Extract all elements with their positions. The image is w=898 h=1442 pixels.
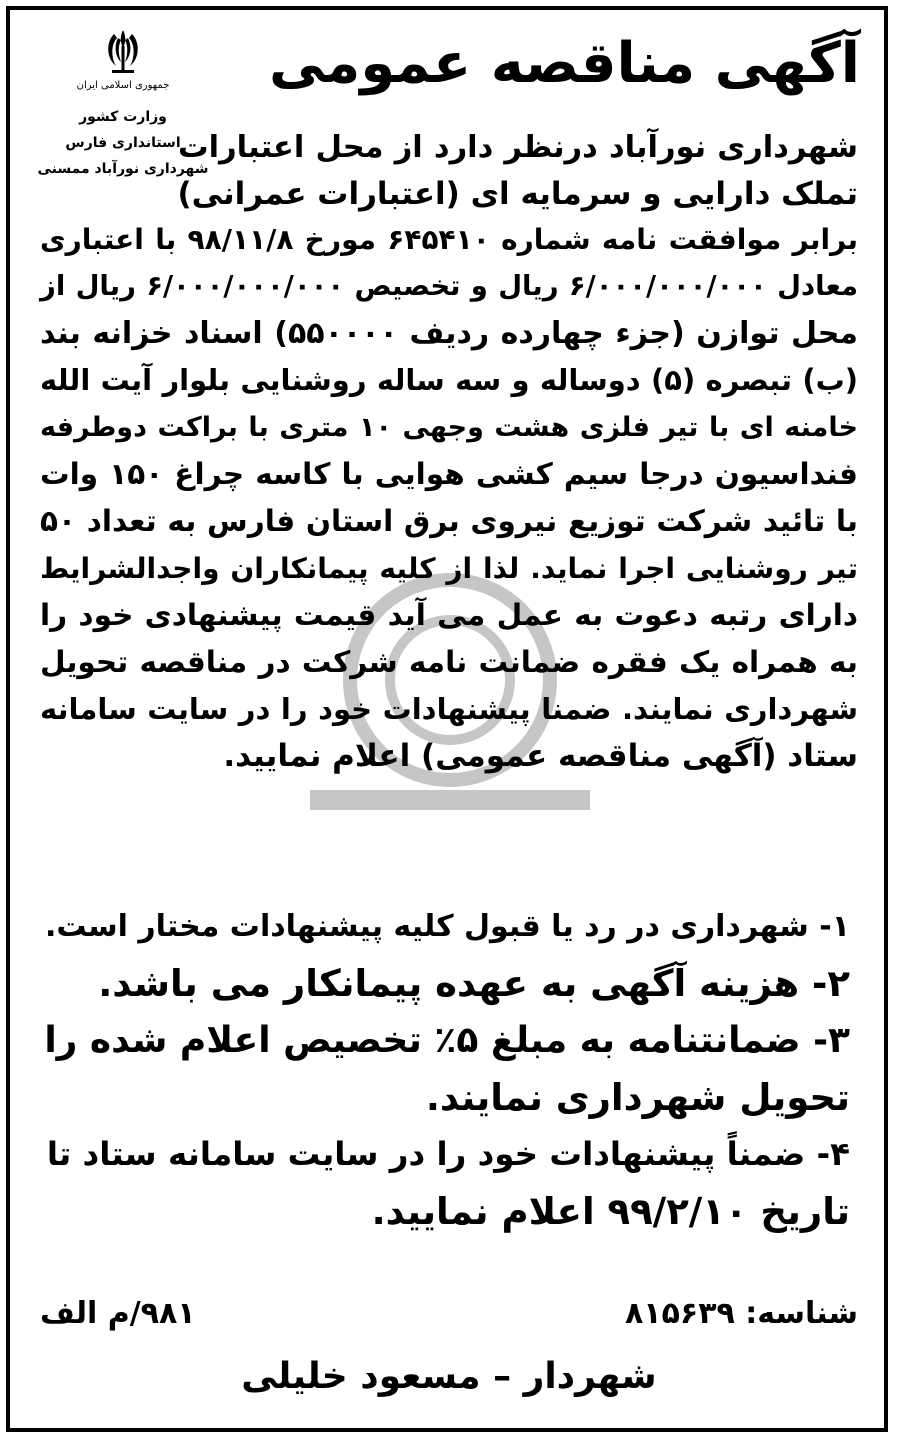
main-paragraph (40, 216, 858, 780)
paragraph-line: (ب) تبصره (۵) دوساله و سه ساله روشنایی بلوار آیت الله (40, 363, 859, 397)
paragraph-line: به همراه یک فقره ضمانت نامه شرکت در مناقصه تحویل (40, 645, 858, 679)
intro-line: تملک دارایی و سرمایه ای (اعتبارات عمرانی) (177, 176, 858, 212)
paragraph-line: برابر موافقت نامه شماره ۶۴۵۴۱۰ مورخ ۹۸/۱۱/۸ با اعتباری (40, 223, 858, 256)
municipality-name: شهرداری نورآباد ممسنی (37, 161, 209, 177)
notice-title: آگهی مناقصه عمومی (269, 31, 860, 96)
paragraph-line: معادل ۶/۰۰۰/۰۰۰/۰۰۰ ریال و تخصیص ۶/۰۰۰/۰۰۰/۰۰۰ ریال از (40, 270, 858, 302)
paragraph-line: دارای رتبه دعوت به عمل می آید قیمت پیشنهادی خود را (40, 598, 858, 632)
paragraph-line: فنداسیون درجا سیم کشی هوایی با کاسه چراغ ۱۵۰ وات (40, 457, 858, 491)
paragraph-line: ستاد (آگهی مناقصه عمومی) اعلام نمایید. (223, 738, 858, 774)
condition-item: ۱- شهرداری در رد یا قبول کلیه پیشنهادات مختار است. (45, 909, 850, 944)
paragraph-line: شهرداری نمایند. ضمنا پیشنهادات خود را در سایت سامانه (40, 692, 858, 726)
ministry-name: وزارت کشور (79, 109, 167, 125)
condition-item: ۴- ضمناً پیشنهادات خود را در سایت سامانه ستاد تا (46, 1135, 850, 1173)
paragraph-line: با تائید شرکت توزیع نیروی برق استان فارس به تعداد ۵۰ (40, 504, 858, 538)
condition-item: ۲- هزینه آگهی به عهده پیمانکار می باشد. (98, 962, 850, 1005)
conditions-list (38, 898, 850, 1240)
condition-item: ۳- ضمانتنامه به مبلغ ۵٪ تخصیص اعلام شده را (44, 1020, 850, 1061)
intro-line: شهرداری نورآباد درنظر دارد از محل اعتبارات (178, 130, 858, 165)
iran-emblem-icon (100, 26, 146, 78)
paragraph-line: محل توازن (جزء چهارده ردیف ۵۵۰۰۰۰) اسناد خزانه بند (40, 316, 859, 351)
notice-id: شناسه: ۸۱۵۶۳۹ (624, 1296, 858, 1331)
intro-paragraph (178, 124, 858, 218)
paragraph-line: خامنه ای با تیر فلزی هشت وجهی ۱۰ متری با براکت دوطرفه (40, 412, 858, 443)
reference-code: ۹۸۱/م الف (40, 1296, 196, 1331)
condition-item-continued: تحویل شهرداری نمایند. (425, 1076, 850, 1119)
paragraph-line: تیر روشنایی اجرا نماید. لذا از کلیه پیمانکاران واجدالشرایط (40, 552, 858, 585)
emblem-caption: جمهوری اسلامی ایران (76, 80, 170, 91)
mayor-signature: شهردار – مسعود خلیلی (241, 1356, 657, 1397)
governorate-name: استانداری فارس (65, 135, 181, 151)
condition-item-continued: تاریخ ۹۹/۲/۱۰ اعلام نمایید. (371, 1190, 850, 1233)
